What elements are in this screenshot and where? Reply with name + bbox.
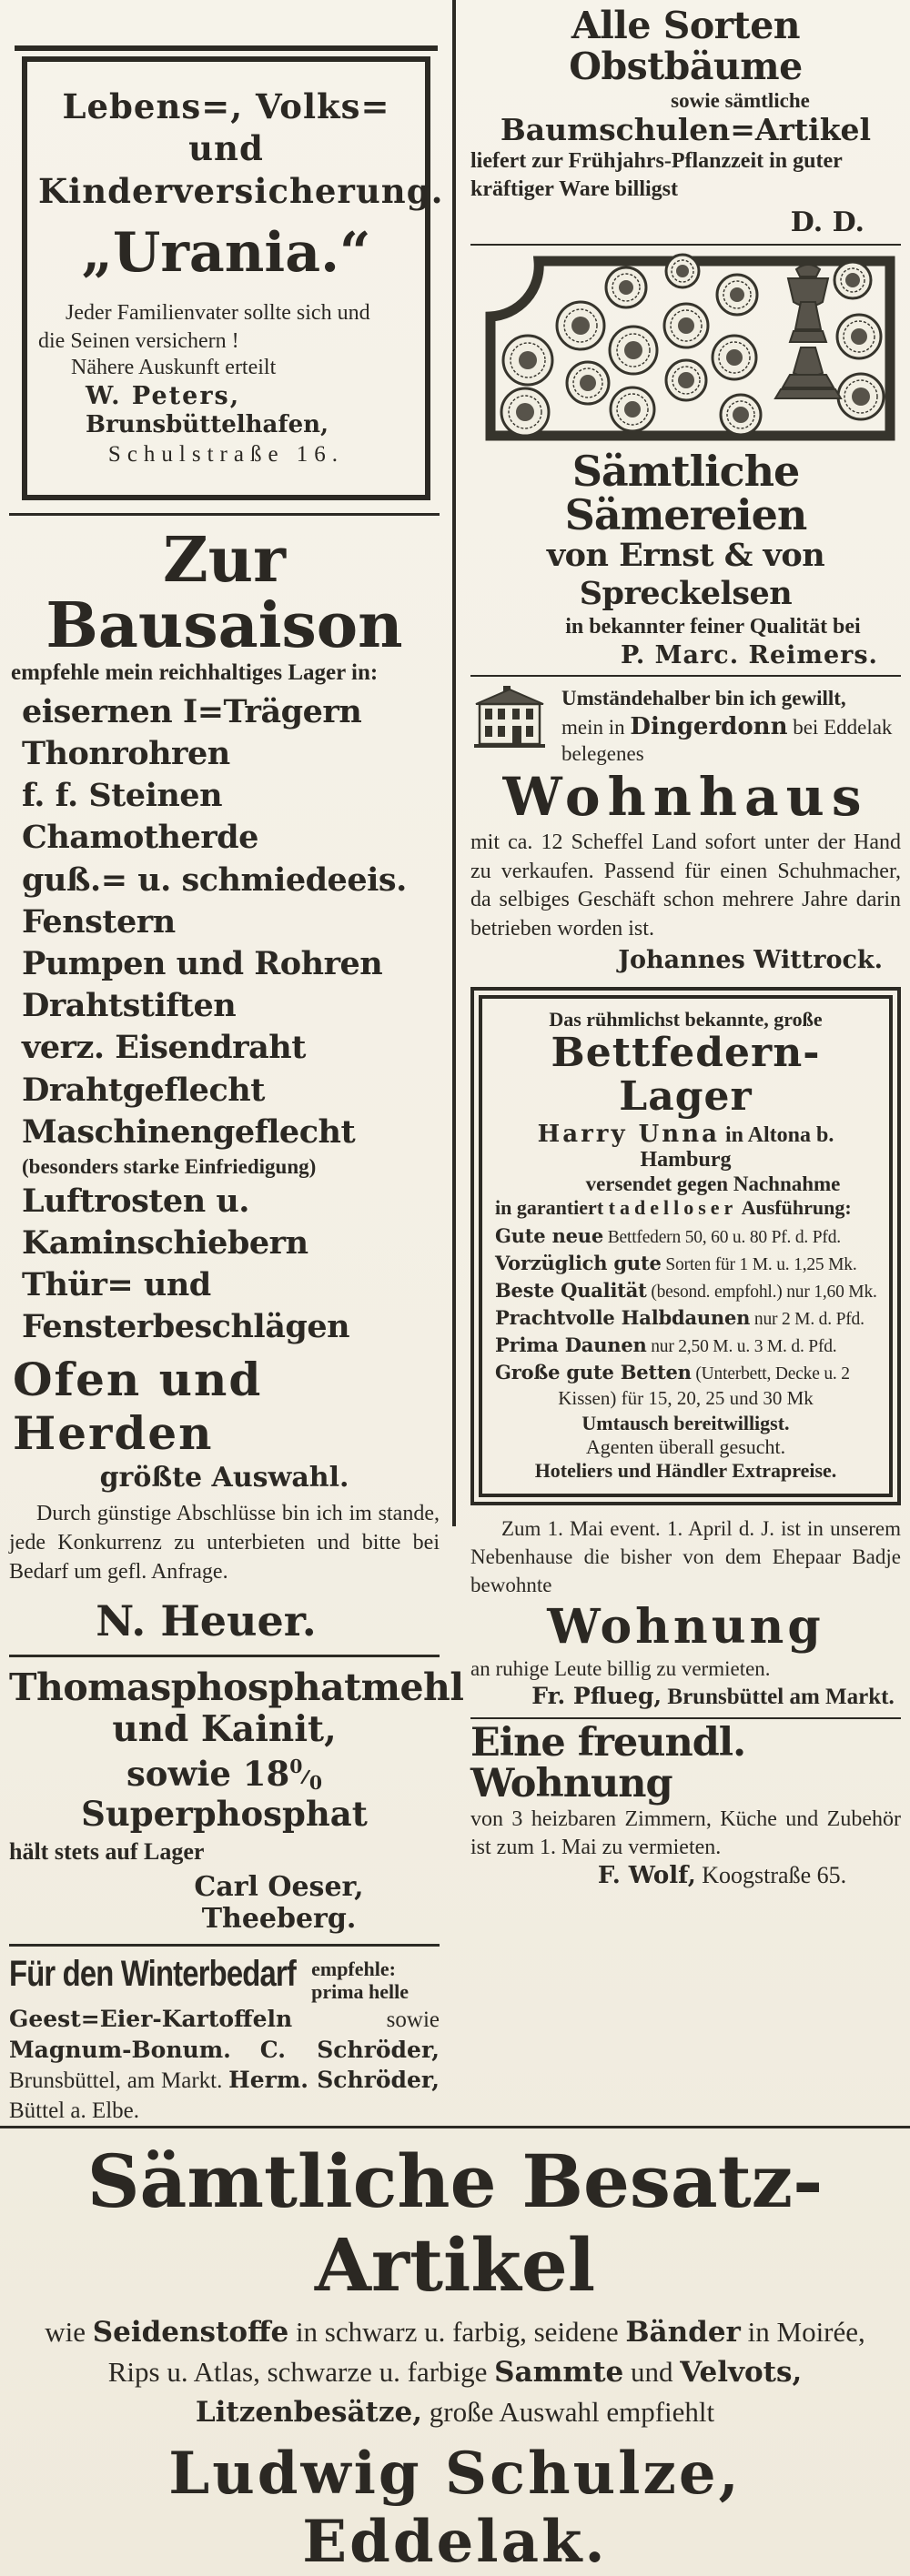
wohnhaus-intro-row — [470, 684, 901, 768]
obstbaeume-body-line2: kräftiger Ware billigst — [470, 177, 678, 202]
freundliche-wohnung-signature: F. Wolf, Koogstraße 65. — [597, 1861, 847, 1889]
right-column — [452, 0, 910, 2126]
bettfedern-intro: Das rühmlichst bekannte, große — [549, 1007, 823, 1031]
urania-contact-place: Brunsbüttelhafen, — [86, 411, 329, 439]
phosphat-ad — [9, 1665, 464, 1935]
besatz-signature: Ludwig Schulze, Eddelak. — [168, 2440, 742, 2576]
list-item: verz. Eisendraht — [22, 1029, 306, 1067]
list-item: Luftrosten u. Kaminschiebern — [22, 1182, 308, 1263]
phosphat-line1: Thomasphosphatmehl — [9, 1665, 464, 1709]
freundliche-wohnung-ad — [470, 1720, 901, 1889]
bettfedern-line2: versendet gegen Nachnahme — [585, 1172, 841, 1196]
section-rule — [470, 244, 901, 246]
bausaison-body: Durch günstige Abschlüsse bin ich im stande, jede Konkurrenz zu unterbieten und bitte bei Bedarf um gefl. Anfrage. — [9, 1501, 440, 1585]
bettfedern-note1: Umtausch bereitwilligst. — [581, 1411, 790, 1434]
wohnhaus-signature: Johannes Wittrock. — [618, 945, 883, 974]
list-item: Chamotherde — [22, 819, 258, 857]
list-item: Thür= und Fensterbeschlägen — [22, 1266, 350, 1346]
house-icon — [470, 684, 549, 750]
list-item: Drahtstiften — [22, 987, 237, 1025]
besatz-title: Sämtliche Besatz-Artikel — [86, 2138, 824, 2309]
wohnung-ad — [470, 1514, 901, 1710]
bausaison-ad — [9, 524, 440, 1645]
phosphat-line2: und Kainit, — [112, 1707, 337, 1750]
urania-headline-line1: Lebens=, Volks= und — [62, 86, 390, 169]
wohnung-signature: Fr. Pflueg, Brunsbüttel am Markt. — [531, 1683, 895, 1710]
saemereien-line2: von Ernst & von Spreckelsen — [546, 537, 825, 613]
section-rule — [9, 1944, 440, 1947]
column-divider — [452, 0, 456, 1526]
price-row: Beste Qualität (besond. empfohl.) nur 1,60 Mk. — [495, 1279, 877, 1303]
section-rule — [9, 1655, 440, 1657]
urania-contact-name: W. Peters, — [86, 382, 241, 411]
section-rule — [470, 675, 901, 677]
urania-contact — [86, 382, 414, 438]
saemereien-signature: P. Marc. Reimers. — [621, 641, 878, 670]
urania-headline-line2: Kinderversicherung. — [38, 170, 444, 211]
winter-headline-side: empfehle: prima helle — [311, 1957, 410, 2003]
list-item: Maschinengeflecht — [22, 1112, 356, 1151]
saemereien-title: Sämtliche Sämereien — [564, 446, 807, 539]
obstbaeume-title: Alle Sorten Obstbäume — [569, 4, 803, 89]
bausaison-intro: empfehle mein reichhaltiges Lager in: — [11, 659, 379, 685]
saemereien-line3: in bekannter feiner Qualität bei — [565, 615, 861, 639]
price-row: Große gute Betten (Unterbett, Decke u. 2 — [495, 1360, 850, 1384]
winter-headline-row — [9, 1953, 440, 2004]
price-row-wrap: Kissen) für 15, 20, 25 und 30 Mk — [558, 1386, 814, 1409]
urania-brand-title: „Urania.“ — [81, 220, 371, 285]
percent-fraction: 0/0 — [289, 1755, 323, 1794]
urania-body-line2: die Seinen versichern ! — [38, 328, 239, 353]
left-column — [0, 0, 464, 2126]
medals-illustration — [480, 253, 901, 446]
phosphat-line3: sowie 180/0 Superphosphat — [81, 1753, 368, 1835]
list-item: Drahtgeflecht — [22, 1071, 265, 1109]
obstbaeume-subline: sowie sämtliche — [671, 89, 810, 113]
phosphat-line4: hält stets auf Lager — [9, 1837, 205, 1865]
bettfedern-line3: in garantiert tadelloser Ausführung: — [495, 1196, 852, 1220]
besatz-artikel-banner — [0, 2126, 910, 2576]
list-item: guß.= u. schmiedeeis. Fenstern — [22, 860, 407, 941]
price-row: Vorzüglich gute Sorten für 1 M. u. 1,25 Mk. — [495, 1252, 857, 1275]
urania-contact-street: Schulstraße 16. — [107, 442, 345, 468]
bettfedern-title: Bettfedern-Lager — [551, 1029, 821, 1121]
bettfedern-ad-box — [470, 987, 901, 1505]
urania-insurance-ad — [9, 45, 444, 500]
list-item: eisernen I=Trägern — [22, 692, 362, 730]
wohnhaus-ad — [470, 684, 901, 974]
winter-headline: Für den Winterbedarf — [9, 1953, 296, 1994]
saemereien-ad — [470, 446, 901, 670]
section-rule — [9, 513, 440, 516]
wohnung-body1: Zum 1. Mai event. 1. April d. J. ist in unserem Nebenhause die bisher von dem Ehepaar Badje bewohnte — [470, 1516, 901, 1596]
bausaison-item-list — [9, 691, 440, 1153]
winter-body: Geest=Eier-Kartoffeln sowie Magnum-Bonum. C. Schröder, Brunsbüttel, am Markt. Herm. Schröder, Büttel a. Elbe. — [9, 2006, 440, 2123]
list-item: Thonrohren — [22, 735, 230, 773]
bettfedern-merchant: Harry Unna in Altona b. Hamburg — [537, 1121, 834, 1172]
besatz-body: wie Seidenstoffe in schwarz u. farbig, seidene Bänder in Moirée, Rips u. Atlas, schwarze u. farbige Sammte und Velvots, Litzenbesätze, große Auswahl empfiehlt — [45, 2316, 865, 2430]
obstbaeume-body-line1: liefert zur Frühjahrs-Pflanzzeit in guter — [470, 149, 843, 174]
price-row: Prachtvolle Halbdaunen nur 2 M. d. Pfd. — [495, 1306, 864, 1330]
bausaison-subline: größte Auswahl. — [99, 1461, 349, 1494]
section-rule — [470, 1717, 901, 1719]
bettfedern-note2: Agenten überall gesucht. — [585, 1434, 786, 1458]
bettfedern-price-list — [495, 1223, 876, 1409]
wohnung-title: Wohnung — [547, 1599, 824, 1655]
bausaison-note: (besonders starke Einfriedigung) — [22, 1154, 317, 1178]
wohnung-body2: an ruhige Leute billig zu vermieten. — [470, 1657, 771, 1681]
bausaison-item-list-2 — [9, 1181, 440, 1349]
wohnhaus-title: Wohnhaus — [502, 766, 869, 829]
freundliche-wohnung-body: von 3 heizbaren Zimmern, Küche und Zubehör ist zum 1. Mai zu vermieten. — [470, 1806, 901, 1859]
bettfedern-note3: Hoteliers und Händler Extrapreise. — [534, 1458, 837, 1482]
urania-outer-frame-bar — [15, 45, 438, 51]
obstbaeume-ad — [470, 5, 901, 238]
winter-potatoes-ad — [9, 1953, 440, 2127]
wohnhaus-body: mit ca. 12 Scheffel Land sofort unter der Hand zu verkaufen. Passend für einen Schuhmacher, da selbiges Geschäft schon mehrere Jahre darin betrieben worden ist. — [470, 830, 901, 941]
phosphat-signature: Carl Oeser, Theeberg. — [194, 1870, 364, 1935]
price-row: Prima Daunen nur 2,50 M. u. 3 M. d. Pfd. — [495, 1333, 837, 1357]
bausaison-title: Zur Bausaison — [46, 524, 403, 662]
wohnhaus-intro: Umständehalber bin ich gewillt, mein in Dingerdonn bei Eddelak belegenes — [561, 687, 893, 766]
bettfedern-merchant-name: Harry Unna — [537, 1121, 720, 1149]
urania-body-line3: Nähere Auskunft erteilt — [71, 356, 277, 380]
list-item: Pumpen und Rohren — [22, 945, 383, 983]
price-row: Gute neue Bettfedern 50, 60 u. 80 Pf. d. Pfd. — [495, 1224, 841, 1248]
bausaison-highlight: Ofen und Herden — [13, 1352, 263, 1460]
obstbaeume-title2: Baumschulen=Artikel — [500, 112, 872, 148]
urania-ad-box — [22, 56, 444, 500]
freundliche-wohnung-title: Eine freundl. Wohnung — [470, 1720, 746, 1807]
bausaison-signature: N. Heuer. — [96, 1595, 317, 1645]
obstbaeume-signature: D. D. — [790, 206, 864, 238]
urania-body-line1: Jeder Familienvater sollte sich und — [66, 300, 370, 325]
list-item: f. f. Steinen — [22, 777, 223, 815]
